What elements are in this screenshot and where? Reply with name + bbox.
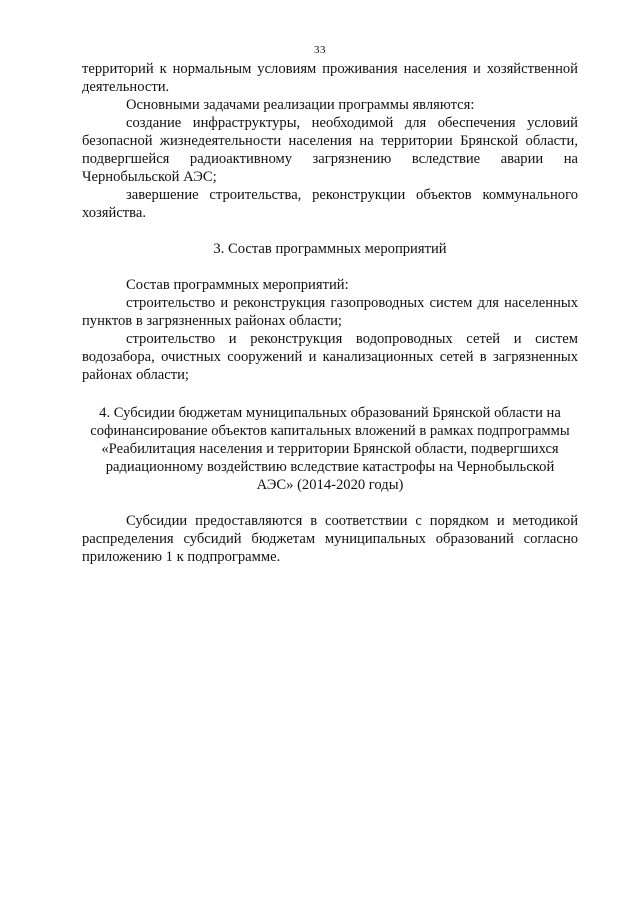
section-3-heading: 3. Состав программных мероприятий (213, 241, 447, 257)
section-4-heading (82, 404, 578, 494)
section-4-heading-line: «Реабилитация населения и территории Брянской области, подвергшихся (101, 441, 559, 457)
section-4-heading-line: радиационному воздействию вследствие катастрофы на Чернобыльской (105, 459, 555, 475)
page-number: 33 (314, 44, 326, 56)
paragraph-task-construction: завершение строительства, реконструкции объектов коммунального хозяйства. (82, 187, 578, 221)
paragraph-subsidies: Субсидии предоставляются в соответствии с порядком и методикой распределения субсидий бюджетам муниципальных образований согласно приложению 1 к подпрограмме. (82, 513, 578, 565)
section-4-heading-line: 4. Субсидии бюджетам муниципальных образований Брянской области на (99, 405, 561, 421)
paragraph-task-infrastructure: создание инфраструктуры, необходимой для обеспечения условий безопасной жизнедеятельности населения на территории Брянской области, подвергшейся радиоактивному загрязнению вследствие аварии на Чернобыльской АЭС; (82, 115, 578, 185)
paragraph-tasks-intro: Основными задачами реализации программы являются: (126, 97, 475, 113)
paragraph-measure-water: строительство и реконструкция водопроводных сетей и систем водозабора, очистных сооружений и канализационных сетей в загрязненных районах области; (82, 331, 578, 383)
paragraph-intro-continuation: территорий к нормальным условиям проживания населения и хозяйственной деятельности. (82, 61, 578, 95)
section-4-heading-line: АЭС» (2014-2020 годы) (256, 477, 404, 493)
paragraph-measures-intro: Состав программных мероприятий: (126, 277, 349, 293)
section-4-heading-line: софинансирование объектов капитальных вложений в рамках подпрограммы (90, 423, 570, 439)
document-body (82, 60, 578, 566)
paragraph-measure-gas: строительство и реконструкция газопроводных систем для населенных пунктов в загрязненных районах области; (82, 295, 578, 329)
